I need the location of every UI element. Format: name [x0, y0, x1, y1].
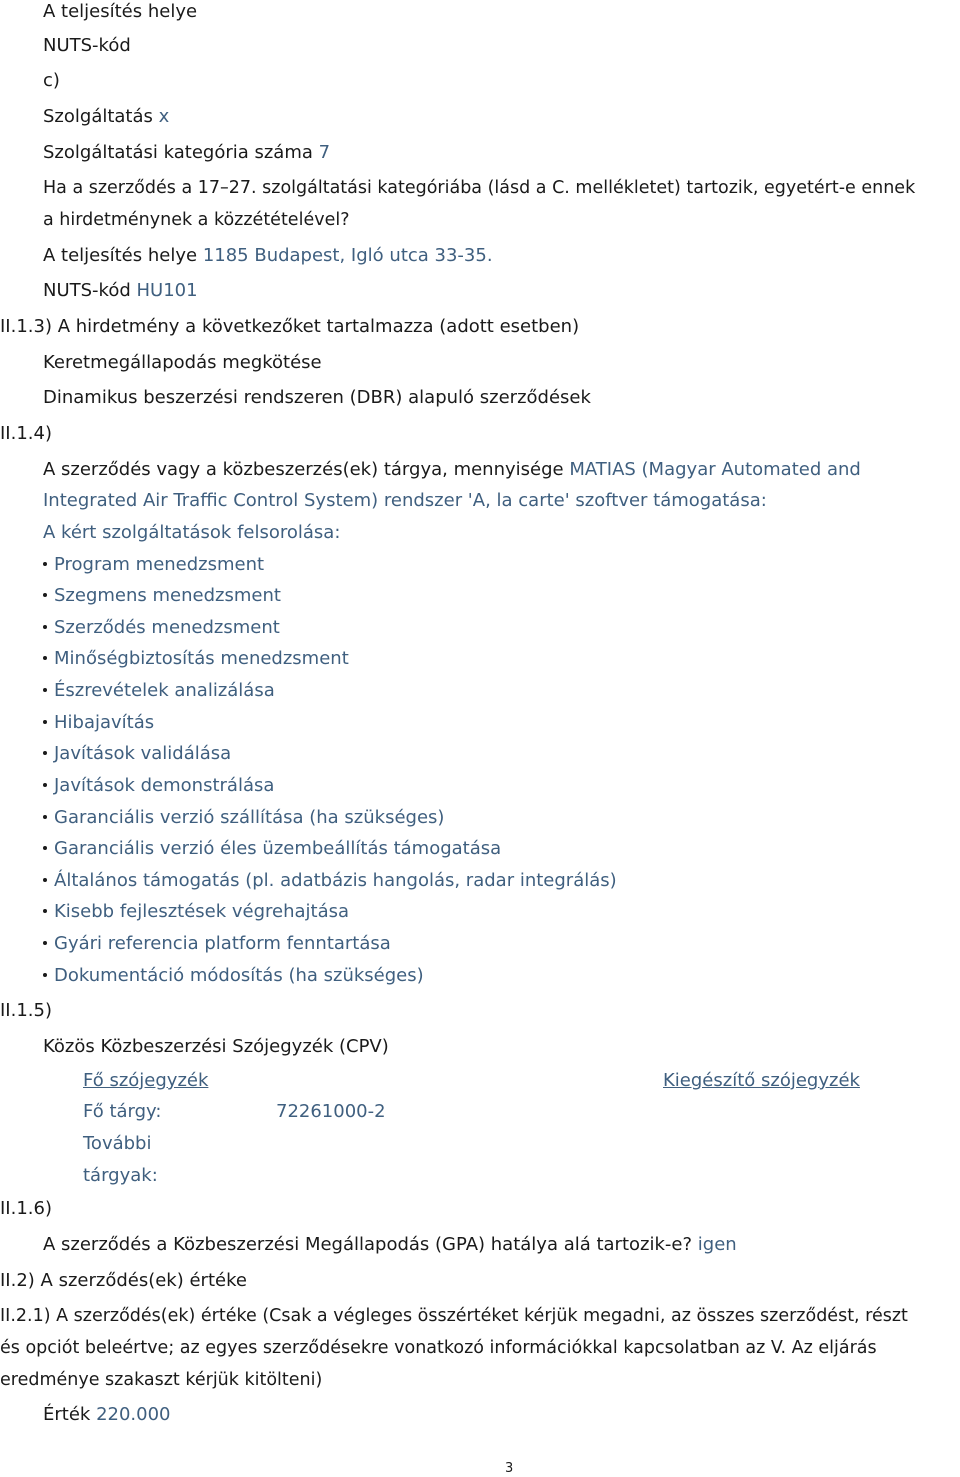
service-category-line: [43, 141, 330, 165]
list-item: Hibajavítás: [43, 711, 154, 735]
nuts-line: [43, 279, 198, 303]
bullet-icon: [43, 973, 47, 977]
section-ii-1-5-heading: II.1.5): [0, 1000, 52, 1021]
gpa-answer: igen: [697, 1234, 737, 1255]
service-line: [43, 105, 169, 129]
framework-agreement-line: Keretmegállapodás megkötése: [43, 352, 322, 373]
nuts-value: HU101: [136, 280, 198, 301]
place-label: A teljesítés helye: [43, 245, 198, 266]
category-question-line-2: a hirdetménynek a közzétételével?: [43, 210, 350, 230]
bullet-icon: [43, 625, 47, 629]
service-category-label: Szolgáltatási kategória száma: [43, 142, 313, 163]
subject-value-2: Integrated Air Traffic Control System) rendszer 'A, la carte' szoftver támogatása:: [43, 490, 767, 511]
nuts-code-label: NUTS-kód: [43, 35, 131, 56]
section-ii-1-3-heading: II.1.3) A hirdetmény a következőket tartalmazza (adott esetben): [0, 316, 580, 337]
c-label: c): [43, 70, 60, 91]
section-ii-1-6-heading: II.1.6): [0, 1198, 52, 1219]
dbr-line: Dinamikus beszerzési rendszeren (DBR) alapuló szerződések: [43, 387, 591, 408]
bullet-icon: [43, 815, 47, 819]
list-item: Szerződés menedzsment: [43, 616, 280, 640]
bullet-icon: [43, 720, 47, 724]
bullet-icon: [43, 783, 47, 787]
list-item: Program menedzsment: [43, 553, 264, 577]
bullet-icon: [43, 688, 47, 692]
list-item: Garanciális verzió szállítása (ha szükséges): [43, 806, 444, 830]
bullet-icon: [43, 751, 47, 755]
place-line: [43, 244, 493, 268]
place-value: 1185 Budapest, Igló utca 33-35.: [202, 245, 493, 266]
service-value: x: [158, 106, 170, 127]
service-category-value: 7: [318, 142, 331, 163]
value-line: [43, 1403, 171, 1427]
list-item: Javítások validálása: [43, 742, 231, 766]
list-item: Szegmens menedzsment: [43, 584, 281, 608]
subject-value-1: MATIAS (Magyar Automated and: [569, 459, 861, 480]
service-label: Szolgáltatás: [43, 106, 153, 127]
bullet-icon: [43, 941, 47, 945]
main-subject-label: Fő tárgy:: [83, 1101, 162, 1122]
main-vocabulary-heading: Fő szójegyzék: [83, 1070, 209, 1091]
contract-value-paragraph-line-3: eredménye szakaszt kérjük kitölteni): [0, 1370, 323, 1390]
subject-line-1: [43, 458, 861, 482]
gpa-question: A szerződés a Közbeszerzési Megállapodás (GPA) hatálya alá tartozik-e?: [43, 1234, 693, 1255]
cpv-title: Közös Közbeszerzési Szójegyzék (CPV): [43, 1036, 389, 1057]
list-item: Általános támogatás (pl. adatbázis hangolás, radar integrálás): [43, 869, 617, 893]
services-list-intro: A kért szolgáltatások felsorolása:: [43, 522, 341, 543]
bullet-icon: [43, 562, 47, 566]
bullet-icon: [43, 656, 47, 660]
further-subjects-label-2: tárgyak:: [83, 1165, 158, 1186]
section-ii-1-4-heading: II.1.4): [0, 423, 52, 444]
further-subjects-label-1: További: [83, 1133, 152, 1154]
contract-value-paragraph-line-1: II.2.1) A szerződés(ek) értéke (Csak a végleges összértéket kérjük megadni, az összes szerződést, részt: [0, 1306, 908, 1326]
bullet-icon: [43, 846, 47, 850]
list-item: Észrevételek analizálása: [43, 679, 275, 703]
contract-value-paragraph-line-2: és opciót beleértve; az egyes szerződésekre vonatkozó információkkal kapcsolatban az V. Az eljárás: [0, 1338, 877, 1358]
list-item: Kisebb fejlesztések végrehajtása: [43, 900, 349, 924]
list-item: Gyári referencia platform fenntartása: [43, 932, 391, 956]
category-question-line-1: Ha a szerződés a 17–27. szolgáltatási kategóriába (lásd a C. mellékletet) tartozik, egyetért-e ennek: [43, 178, 916, 198]
list-item: Minőségbiztosítás menedzsment: [43, 647, 349, 671]
bullet-icon: [43, 909, 47, 913]
supplementary-vocabulary-heading: Kiegészítő szójegyzék: [663, 1070, 860, 1091]
main-subject-code: 72261000-2: [276, 1101, 386, 1122]
bullet-icon: [43, 878, 47, 882]
value-label: Érték: [43, 1404, 91, 1425]
nuts-label: NUTS-kód: [43, 280, 131, 301]
list-item: Garanciális verzió éles üzembeállítás támogatása: [43, 837, 501, 861]
bullet-icon: [43, 593, 47, 597]
section-ii-2-heading: II.2) A szerződés(ek) értéke: [0, 1270, 247, 1291]
page-number: 3: [505, 1461, 514, 1476]
gpa-line: [43, 1233, 737, 1257]
place-of-performance-label: A teljesítés helye: [43, 1, 198, 22]
list-item: Dokumentáció módosítás (ha szükséges): [43, 964, 424, 988]
subject-label: A szerződés vagy a közbeszerzés(ek) tárgya, mennyisége: [43, 459, 564, 480]
value-amount: 220.000: [96, 1404, 171, 1425]
list-item: Javítások demonstrálása: [43, 774, 274, 798]
